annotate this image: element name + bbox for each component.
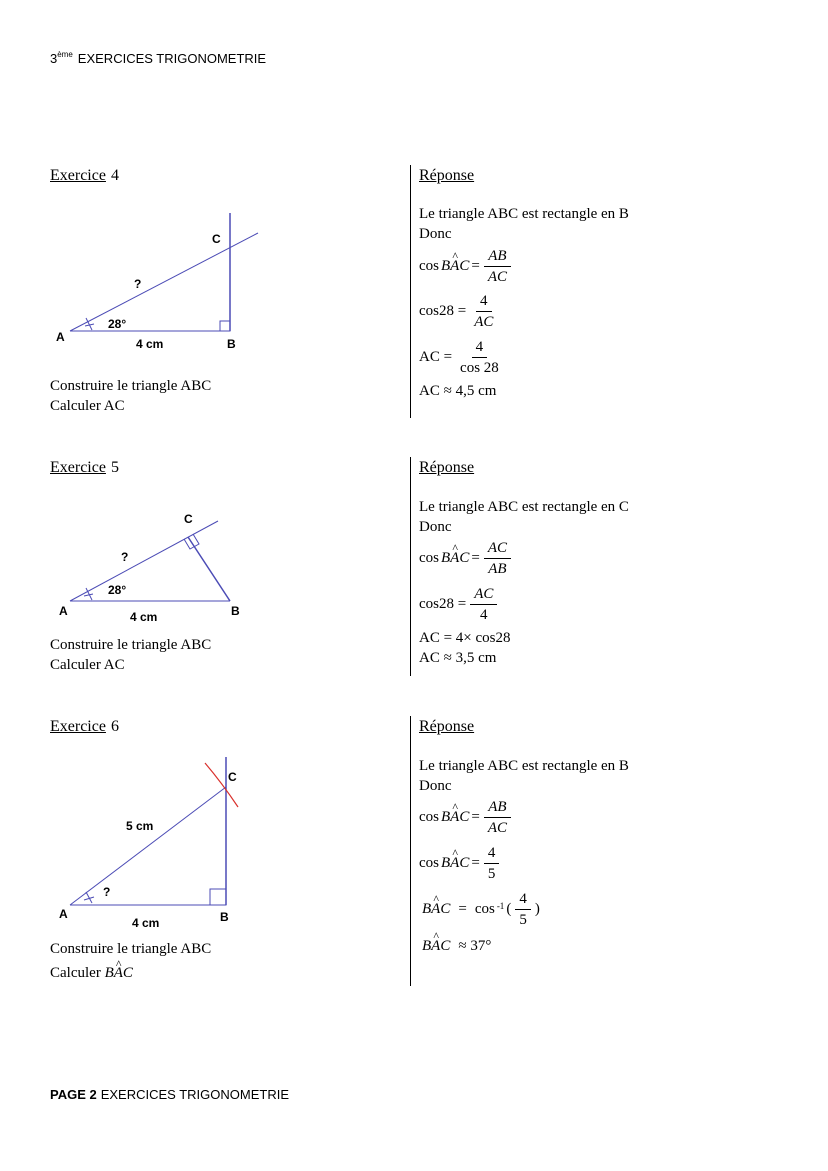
answer-title: Réponse [419,459,475,476]
numerator: 4 [484,843,500,864]
equation-ac [419,337,505,378]
label-side: 4 cm [130,610,158,624]
equation-cos: cos ^ BAC = $\frac{AB}{AC}$ [419,246,513,287]
exercise-4-instructions [50,376,211,416]
equation-inverse [422,889,540,930]
answer-line: Donc [419,226,452,242]
label-c: C [212,232,221,246]
answer-line: Donc [419,519,452,535]
equation-cos28 [419,291,499,332]
label-side: 4 cm [136,337,164,351]
arccos-text: cos [474,901,495,917]
instruction-text: Calculer [50,965,101,981]
result-value: ≈ 37° [458,938,492,954]
answer-calc [419,628,511,668]
ac-eq-text: AC = [419,349,453,365]
equals-sign: = [458,901,467,917]
answer-text [419,497,629,537]
fraction [484,797,511,838]
answer-line: Donc [419,778,452,794]
answer-title: Réponse [419,718,475,735]
header-title: EXERCICES TRIGONOMETRIE [77,51,267,66]
label-b: B [227,337,236,351]
answer-line: Le triangle ABC est rectangle en B [419,758,629,774]
angle-bac: ^ BAC [441,809,469,826]
paren-open: ( [506,901,512,917]
instruction: Construire le triangle ABC [50,941,212,957]
exercise-label: Exercice [50,167,106,184]
exercise-label: Exercice [50,459,106,476]
angle-bac: ^ BAC [422,901,450,918]
answer-title: Réponse [419,167,475,184]
numerator: 4 [515,889,531,910]
page-number: PAGE 2 [50,1087,97,1102]
label-a: A [56,330,65,344]
denominator: AC [487,269,507,285]
numerator: 4 [476,291,492,312]
grade: 3 [50,51,58,66]
answer-text [419,756,629,796]
exercise-5-figure [50,505,270,630]
angle-bac: ^ BAC [441,855,469,872]
page-footer [50,1087,289,1102]
cos-text: cos [419,258,439,274]
footer-title: EXERCICES TRIGONOMETRIE [100,1087,290,1102]
label-c: C [228,770,237,784]
equation-cos: cos ^ BAC = $\frac{AB}{AC}$ [419,797,513,838]
angle-bac: ^ BAC [441,258,469,275]
fraction [484,246,511,287]
denominator: 5 [519,912,527,928]
exercise-6-figure [50,755,270,935]
denominator: cos 28 [460,360,499,376]
label-a: A [59,604,68,618]
exercise-number: 4 [110,167,119,184]
angle-bac: ^ BAC [422,938,450,955]
exercise-4-title [50,167,119,185]
label-a: A [59,907,68,921]
label-unknown: ? [121,550,129,564]
instruction [50,963,211,983]
label-hyp: 5 cm [126,819,154,833]
label-c: C [184,512,193,526]
result-ac: AC ≈ 4,5 cm [419,383,497,399]
inverse-exponent: -1 [496,900,505,911]
numerator: AB [484,797,510,818]
numerator: AC [484,538,511,559]
right-angle-mark [220,321,230,331]
paren-close: ) [534,901,540,917]
numerator: AB [484,246,510,267]
answer-line: Le triangle ABC est rectangle en C [419,499,629,515]
equation-cos-value: cos ^ BAC = $\frac{4}{5}$ [419,843,501,884]
angle-bac: ^ BAC [105,963,133,983]
fraction [515,889,531,930]
fraction [456,337,503,378]
grade-suffix: ème [57,50,73,59]
hypotenuse-line [70,787,226,905]
denominator: AB [488,561,507,577]
result-ac: AC ≈ 3,5 cm [419,650,497,666]
numerator: 4 [472,337,488,358]
instruction: Calculer AC [50,398,125,414]
cos-text: cos [419,809,439,825]
page-header [50,50,266,66]
angle-bac: ^ BAC [441,550,469,567]
label-unknown: ? [103,885,111,899]
label-side: 4 cm [132,916,160,930]
denominator: AC [474,314,494,330]
fraction [470,291,497,332]
hypotenuse-line [70,521,218,601]
result-angle [422,938,491,955]
label-b: B [220,910,229,924]
label-angle: 28° [108,583,127,597]
instruction: Construire le triangle ABC [50,637,212,653]
answer-text [419,204,629,244]
exercise-4-figure [50,205,270,355]
denominator: AC [487,820,507,836]
denominator: 4 [480,607,488,623]
instruction: Construire le triangle ABC [50,378,212,394]
fraction [484,538,511,579]
fraction [484,843,500,884]
exercise-6-instructions [50,939,211,983]
label-unknown: ? [134,277,142,291]
label-angle: 28° [108,317,127,331]
equation-cos28 [419,584,499,625]
cos-text: cos [419,550,439,566]
column-divider [410,457,411,676]
label-b: B [231,604,240,618]
answer-line: Le triangle ABC est rectangle en B [419,206,629,222]
denominator: 5 [487,866,496,882]
equation-cos: cos ^ BAC = $\frac{AC}{AB}$ [419,538,513,579]
cos-text: cos [419,855,439,871]
column-divider [410,716,411,986]
exercise-number: 6 [110,718,119,735]
cos28-text: cos28 = [419,596,467,612]
exercise-5-title [50,459,119,477]
angle-tick [84,594,93,596]
fraction [470,584,497,625]
instruction: Calculer AC [50,657,125,673]
calc-line: AC = 4× cos28 [419,630,511,646]
right-angle-mark [210,889,226,905]
exercise-5-instructions [50,635,211,675]
cos28-text: cos28 = [419,303,467,319]
exercise-label: Exercice [50,718,106,735]
numerator: AC [470,584,497,605]
exercise-6-title [50,718,119,736]
column-divider [410,165,411,418]
exercise-number: 5 [110,459,119,476]
